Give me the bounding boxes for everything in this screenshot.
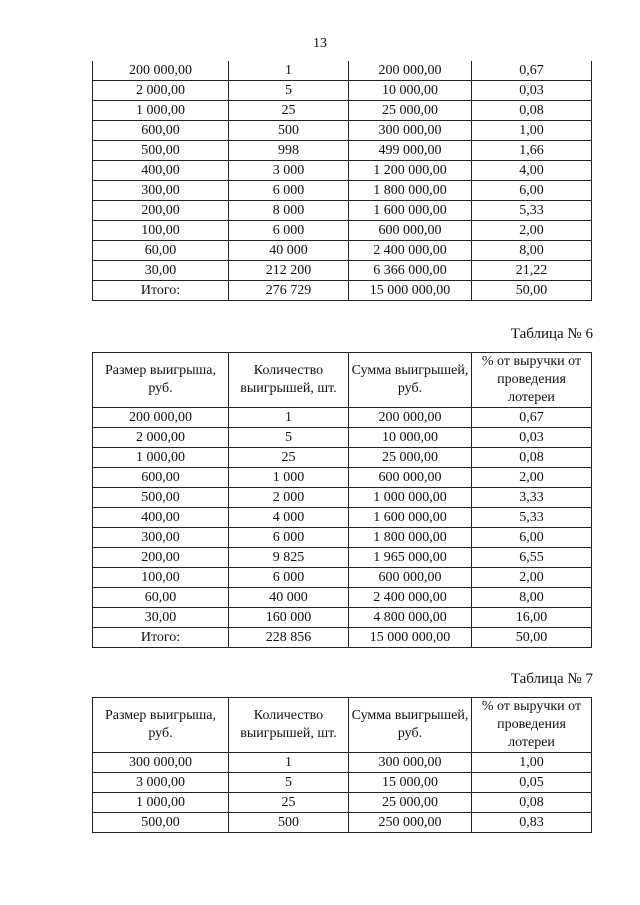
table-row [93, 488, 592, 508]
table-row [93, 181, 592, 201]
count-cell: 1 [229, 753, 349, 773]
prize-table-continued [92, 61, 592, 301]
count-cell: 25 [229, 793, 349, 813]
prize-cell: 200 000,00 [93, 408, 229, 428]
sum-cell: 1 965 000,00 [349, 548, 472, 568]
header-prize: Размер выигрыша, руб. [93, 698, 229, 753]
count-cell: 25 [229, 448, 349, 468]
percent-cell: 21,22 [472, 261, 592, 281]
table-row [93, 773, 592, 793]
sum-cell: 250 000,00 [349, 813, 472, 833]
prize-cell: 500,00 [93, 141, 229, 161]
sum-cell: 15 000 000,00 [349, 628, 472, 648]
table-row [93, 588, 592, 608]
sum-cell: 1 800 000,00 [349, 528, 472, 548]
sum-cell: 200 000,00 [349, 408, 472, 428]
count-cell: 500 [229, 121, 349, 141]
table-row [93, 508, 592, 528]
percent-cell: 4,00 [472, 161, 592, 181]
sum-cell: 600 000,00 [349, 568, 472, 588]
table-row [93, 221, 592, 241]
prize-cell: 1 000,00 [93, 793, 229, 813]
count-cell: 8 000 [229, 201, 349, 221]
percent-cell: 5,33 [472, 508, 592, 528]
percent-cell: 50,00 [472, 281, 592, 301]
percent-cell: 16,00 [472, 608, 592, 628]
prize-cell: 2 000,00 [93, 428, 229, 448]
sum-cell: 600 000,00 [349, 221, 472, 241]
count-cell: 1 000 [229, 468, 349, 488]
percent-cell: 0,67 [472, 61, 592, 81]
sum-cell: 1 600 000,00 [349, 201, 472, 221]
count-cell: 6 000 [229, 568, 349, 588]
count-cell: 212 200 [229, 261, 349, 281]
table-row [93, 101, 592, 121]
count-cell: 500 [229, 813, 349, 833]
header-count: Количество выигрышей, шт. [229, 698, 349, 753]
percent-cell: 3,33 [472, 488, 592, 508]
prize-cell: 600,00 [93, 468, 229, 488]
prize-cell: 3 000,00 [93, 773, 229, 793]
table-row [93, 61, 592, 81]
table-row [93, 241, 592, 261]
percent-cell: 6,00 [472, 181, 592, 201]
percent-cell: 0,03 [472, 428, 592, 448]
sum-cell: 6 366 000,00 [349, 261, 472, 281]
prize-cell: 300,00 [93, 528, 229, 548]
header-count: Количество выигрышей, шт. [229, 353, 349, 408]
prize-cell: 300,00 [93, 181, 229, 201]
prize-cell: 400,00 [93, 508, 229, 528]
percent-cell: 50,00 [472, 628, 592, 648]
percent-cell: 0,08 [472, 793, 592, 813]
header-percent: % от выручки от проведения лотереи [472, 353, 592, 408]
sum-cell: 300 000,00 [349, 121, 472, 141]
table-row [93, 628, 592, 648]
prize-cell: 30,00 [93, 608, 229, 628]
header-prize: Размер выигрыша, руб. [93, 353, 229, 408]
table-row [93, 81, 592, 101]
percent-cell: 0,83 [472, 813, 592, 833]
header-percent: % от выручки от проведения лотереи [472, 698, 592, 753]
percent-cell: 6,55 [472, 548, 592, 568]
prize-cell: 200,00 [93, 201, 229, 221]
table-row [93, 608, 592, 628]
table-row [93, 548, 592, 568]
table-row [93, 201, 592, 221]
count-cell: 40 000 [229, 588, 349, 608]
prize-cell: 600,00 [93, 121, 229, 141]
prize-cell: 300 000,00 [93, 753, 229, 773]
count-cell: 5 [229, 81, 349, 101]
table-row [93, 408, 592, 428]
sum-cell: 2 400 000,00 [349, 588, 472, 608]
header-sum: Сумма выигрышей, руб. [349, 698, 472, 753]
sum-cell: 15 000 000,00 [349, 281, 472, 301]
table-row [93, 793, 592, 813]
table-row [93, 468, 592, 488]
table-row [93, 141, 592, 161]
count-cell: 6 000 [229, 528, 349, 548]
sum-cell: 2 400 000,00 [349, 241, 472, 261]
prize-cell: 1 000,00 [93, 101, 229, 121]
percent-cell: 8,00 [472, 588, 592, 608]
percent-cell: 0,08 [472, 448, 592, 468]
prize-cell: 500,00 [93, 488, 229, 508]
table-row [93, 448, 592, 468]
table-row [93, 261, 592, 281]
sum-cell: 25 000,00 [349, 101, 472, 121]
prize-cell: 2 000,00 [93, 81, 229, 101]
count-cell: 6 000 [229, 181, 349, 201]
prize-cell: 400,00 [93, 161, 229, 181]
count-cell: 1 [229, 61, 349, 81]
sum-cell: 25 000,00 [349, 448, 472, 468]
sum-cell: 4 800 000,00 [349, 608, 472, 628]
sum-cell: 1 800 000,00 [349, 181, 472, 201]
table-row [93, 753, 592, 773]
prize-cell: 60,00 [93, 588, 229, 608]
sum-cell: 200 000,00 [349, 61, 472, 81]
prize-cell: 500,00 [93, 813, 229, 833]
sum-cell: 300 000,00 [349, 753, 472, 773]
count-cell: 998 [229, 141, 349, 161]
prize-table-6 [92, 352, 592, 648]
percent-cell: 2,00 [472, 221, 592, 241]
percent-cell: 0,67 [472, 408, 592, 428]
sum-cell: 1 600 000,00 [349, 508, 472, 528]
sum-cell: 1 000 000,00 [349, 488, 472, 508]
percent-cell: 1,00 [472, 753, 592, 773]
prize-cell: 60,00 [93, 241, 229, 261]
count-cell: 276 729 [229, 281, 349, 301]
count-cell: 2 000 [229, 488, 349, 508]
count-cell: 228 856 [229, 628, 349, 648]
prize-cell: 1 000,00 [93, 448, 229, 468]
count-cell: 9 825 [229, 548, 349, 568]
table-row [93, 121, 592, 141]
table-7-caption: Таблица № 7 [510, 671, 593, 687]
count-cell: 6 000 [229, 221, 349, 241]
prize-cell: 30,00 [93, 261, 229, 281]
percent-cell: 0,05 [472, 773, 592, 793]
count-cell: 160 000 [229, 608, 349, 628]
table-row [93, 528, 592, 548]
percent-cell: 1,00 [472, 121, 592, 141]
percent-cell: 2,00 [472, 568, 592, 588]
prize-cell: 200,00 [93, 548, 229, 568]
table-row [93, 568, 592, 588]
percent-cell: 0,03 [472, 81, 592, 101]
prize-cell: Итого: [93, 628, 229, 648]
sum-cell: 600 000,00 [349, 468, 472, 488]
count-cell: 1 [229, 408, 349, 428]
sum-cell: 10 000,00 [349, 81, 472, 101]
sum-cell: 10 000,00 [349, 428, 472, 448]
table-6-caption: Таблица № 6 [510, 326, 593, 342]
table-header-row [93, 353, 592, 408]
sum-cell: 25 000,00 [349, 793, 472, 813]
percent-cell: 0,08 [472, 101, 592, 121]
prize-cell: 100,00 [93, 568, 229, 588]
count-cell: 5 [229, 773, 349, 793]
sum-cell: 15 000,00 [349, 773, 472, 793]
prize-cell: 200 000,00 [93, 61, 229, 81]
percent-cell: 5,33 [472, 201, 592, 221]
table-row [93, 813, 592, 833]
table-row [93, 161, 592, 181]
count-cell: 40 000 [229, 241, 349, 261]
page-number: 13 [313, 36, 327, 51]
sum-cell: 499 000,00 [349, 141, 472, 161]
percent-cell: 2,00 [472, 468, 592, 488]
sum-cell: 1 200 000,00 [349, 161, 472, 181]
count-cell: 25 [229, 101, 349, 121]
prize-cell: 100,00 [93, 221, 229, 241]
prize-table-7 [92, 697, 592, 833]
prize-cell: Итого: [93, 281, 229, 301]
table-header-row [93, 698, 592, 753]
count-cell: 4 000 [229, 508, 349, 528]
table-row [93, 428, 592, 448]
count-cell: 3 000 [229, 161, 349, 181]
percent-cell: 8,00 [472, 241, 592, 261]
count-cell: 5 [229, 428, 349, 448]
percent-cell: 6,00 [472, 528, 592, 548]
header-sum: Сумма выигрышей, руб. [349, 353, 472, 408]
percent-cell: 1,66 [472, 141, 592, 161]
table-row [93, 281, 592, 301]
